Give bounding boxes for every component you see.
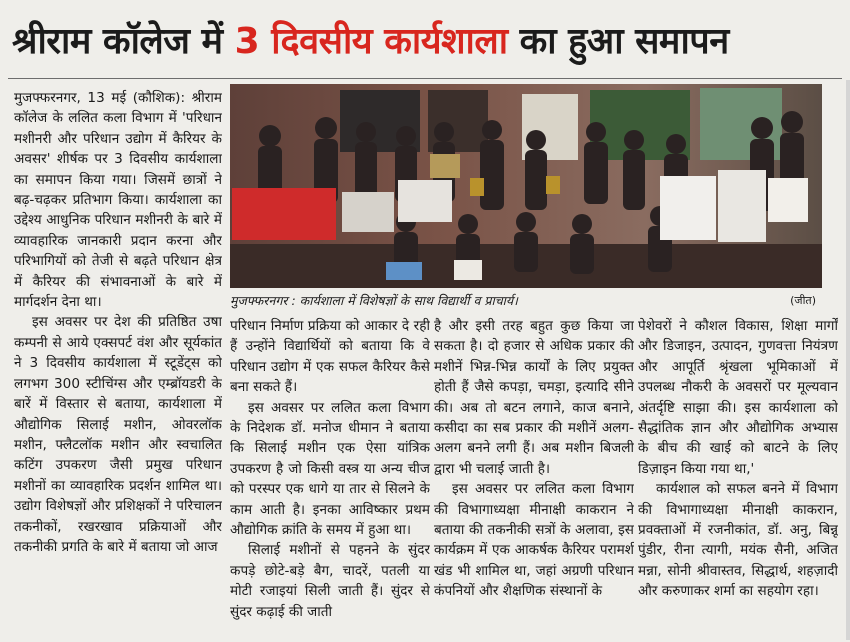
headline-highlight: 3 दिवसीय कार्यशाला — [234, 21, 508, 62]
article-paragraph: पेशेवरों ने कौशल विकास, शिक्षा मार्गों और डिजाइन, उत्पादन, गुणवत्ता नियंत्रण और आपूर्ति श्रृंखला भूमिकाओं में उपलब्ध नौकरी के अवसरों पर मूल्यवान अंतर्दृष्टि साझा की। इस कार्यशाला को सैद्धांतिक ज्ञान और औद्योगिक अभ्यास के बीच की खाई को बाटने के लिए डिज़ाइन किया गया था,' — [638, 318, 838, 477]
photo-illustration — [230, 84, 822, 288]
article-paragraph: कार्यशाल को सफल बनने में विभाग की विभागाध्यक्षा मीनाक्षी काकरान, प्रवक्ताओं में रजनीकांत, डॉ. अनु, बिन्नू पुंडीर, रीना त्यागी, मयंक सैनी, अजित मन्ना, सोनी श्रीवास्तव, सिद्धार्थ, शहज़ादी और करुणाकर शर्मा का सहयोग रहा। — [638, 481, 838, 600]
article-column-3 — [434, 316, 634, 638]
photo-credit: (जीत) — [790, 294, 816, 307]
article-paragraph: है और इसी तरह बहुत कुछ किया जा सकता है। दो हजार से अधिक प्रकार की मशीनें भिन्न-भिन्न कार्यों के लिए प्रयुक्त होती हैं जैसे कपड़ा, चमड़ा, इत्यादि सीने की। अब तो बटन लगाने, काज बनाने, कसीदा का सब प्रकार की मशीनें अलग-अलग बनने लगी हैं। अब मशीन बिजली द्वारा भी चलाई जाती है। — [434, 318, 634, 477]
article-column-1 — [14, 88, 222, 638]
article-paragraph: परिधान निर्माण प्रक्रिया को आकार दे रही हैं उन्होंने विद्यार्थियों को बताया कि वे परिधान उद्योग में एक सफल कैरियर कैसे बना सकते हैं। — [230, 318, 430, 396]
article-paragraph: सिलाई मशीनों से पहनने के सुंदर कपड़े छोटे-बड़े बैग, चादरें, पतली या मोटी रजाइयां सिली जाती हैं। सुंदर से सुंदर कढ़ाई की जाती — [230, 542, 430, 620]
article-paragraph: मुजफ्फरनगर, 13 मई (कौशिक): श्रीराम कॉलेज के ललित कला विभाग में 'परिधान मशीनरी और परिधान उद्योग में कैरियर के अवसर' शीर्षक पर 3 दिवसीय कार्यशाला का समापन किया गया। जिसमें छात्रों ने बढ़-चढ़कर प्रतिभाग किया। कार्यशाला का उद्देश्य आधुनिक परिधान मशीनरी के बारे में व्यावहारिक जानकारी प्रदान करना और परिभागियों को तेजी से बढ़ते परिधान क्षेत्र में कैरियर की संभावनाओं के बारे में मार्गदर्शन देना था। — [14, 90, 222, 311]
article-paragraph: इस अवसर पर ललित कला विभाग की विभागाध्यक्षा मीनाक्षी काकरान ने बताया की तकनीकी सत्रों के अलावा, इस कार्यक्रम में एक आकर्षक कैरियर परामर्श खंड भी शामिल था, जहां अग्रणी परिधान कंपनियों और शैक्षणिक संस्थानों के — [434, 481, 634, 600]
headline-rule — [8, 78, 842, 79]
photo-caption — [230, 291, 822, 311]
headline — [12, 8, 838, 76]
news-photo — [230, 84, 822, 288]
article-column-2 — [230, 316, 430, 638]
caption-text: मुजफ्फरनगर : कार्यशाला में विशेषज्ञों के साथ विद्यार्थी व प्राचार्य। — [230, 293, 518, 308]
article-paragraph: इस अवसर पर ललित कला विभाग के निदेशक डॉ. मनोज धीमान ने बताया कि सिलाई मशीन एक ऐसा यांत्रिक उपकरण है जो किसी वस्त्र या अन्य चीज को परस्पर एक धागे या तार से सिलने के काम आती है। इनका आविष्कार प्रथम औद्योगिक क्रांति के समय में हुआ था। — [230, 399, 430, 539]
headline-part-1: श्रीराम कॉलेज में — [12, 21, 235, 62]
article-paragraph: इस अवसर पर देश की प्रतिष्ठित उषा कम्पनी से आये एक्सपर्ट वंश और सूर्यकांत ने 3 दिवसीय कार्यशाला में स्टूडेंट्स को लगभग 300 स्टीचिंग्स और एम्ब्रॉयडरी के बारें में विस्तार से बताया, कार्यशाला में औद्योगिक सिलाई मशीन, ओवरलॉक मशीन, फ्लैटलॉक मशीन और स्वचालित कटिंग उपकरण जैसी प्रमुख परिधान मशीनों का व्यावहारिक प्रदर्शन शामिल था। उद्योग विशेषज्ञों और प्रशिक्षकों ने परिचालन तकनीकों, रखरखाव प्रक्रियाओं और तकनीकी प्रगति के बारे में बताया जो आज — [14, 314, 222, 555]
article-column-4 — [638, 316, 838, 638]
headline-part-2: का हुआ समापन — [507, 21, 729, 62]
page-edge — [846, 80, 850, 640]
